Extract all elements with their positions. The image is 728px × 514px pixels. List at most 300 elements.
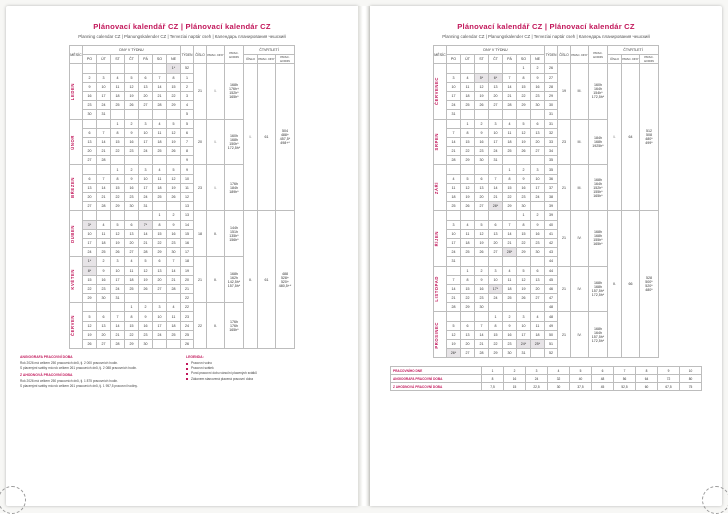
day-cell: 14 [475, 330, 489, 339]
day-cell: 9 [531, 220, 545, 229]
calendar-table-left [6, 45, 358, 349]
day-cell: 10 [489, 275, 503, 284]
day-cell: 21 [111, 330, 125, 339]
day-cell: 17 [447, 91, 461, 100]
day-cell: 31 [447, 110, 461, 119]
day-cell: 19 [125, 91, 139, 100]
week-number: 8 [181, 147, 194, 156]
day-cell: 16 [97, 275, 111, 284]
day-cell: 9 [503, 321, 517, 330]
day-cell [447, 165, 461, 174]
day-cell: 9 [475, 128, 489, 137]
day-cell [517, 110, 531, 119]
header-q-number: ČÍSLO [244, 55, 258, 64]
day-cell [167, 110, 181, 119]
day-cell: 27 [153, 284, 167, 293]
summary-value: 67,5 [658, 383, 680, 391]
week-number: 14 [181, 220, 194, 229]
day-cell: 21 [139, 238, 153, 247]
day-cell: 30 [531, 101, 545, 110]
weekday-header: PO [83, 55, 97, 64]
day-cell: 23 [167, 238, 181, 247]
day-cell: 28 [97, 156, 111, 165]
day-cell: 26 [475, 248, 489, 257]
day-cell: 27 [475, 202, 489, 211]
day-cell: 15 [111, 137, 125, 146]
legend-item: Pond.pracovní dobu vánoční placených svátků [186, 371, 344, 376]
day-cell: 10 [447, 229, 461, 238]
day-cell: 21 [167, 275, 181, 284]
month-workhours: 160h 164h 154h* 172,5h* [589, 64, 608, 119]
day-cell: 8* [83, 266, 97, 275]
quarter-number: I. [608, 64, 622, 211]
notes-line-1: Rok 2026 má celkem 250 pracovních dnů, tj. 2 000 pracovních hodin. [20, 361, 118, 366]
day-cell: 16 [125, 183, 139, 192]
day-cell: 28 [111, 340, 125, 349]
calendar-table-right [370, 45, 722, 358]
summary-value: 64 [636, 375, 658, 383]
week-number: 50 [545, 330, 558, 339]
day-cell: 2 [531, 211, 545, 220]
header-month: MĚSÍC [434, 46, 447, 64]
day-cell: 2 [139, 303, 153, 312]
day-cell: 15 [489, 330, 503, 339]
day-cell: 11 [503, 275, 517, 284]
day-cell: 25 [97, 248, 111, 257]
day-cell: 15 [461, 137, 475, 146]
day-cell: 9 [139, 312, 153, 321]
legend-item: Zákonem stanovená placená pracovní doba [186, 377, 344, 382]
day-cell: 20 [461, 340, 475, 349]
month-workhours: 160h 168h 150h* 172,5h* [225, 119, 244, 165]
day-cell: 26 [167, 193, 181, 202]
week-number: 52 [545, 349, 558, 358]
notes-line-4: S placenými svátky má rok celkem 261 pracovních dnů, tj. 1 957,5 pracovní hodiny. [20, 383, 138, 388]
day-cell: 23 [475, 147, 489, 156]
day-cell: 15 [125, 321, 139, 330]
day-cell: 30 [531, 248, 545, 257]
summary-value: 2 [504, 367, 526, 375]
week-number: 40 [545, 220, 558, 229]
day-cell [531, 257, 545, 266]
week-number: 27 [545, 73, 558, 82]
calendar-grid [433, 45, 659, 358]
week-number: 1 [181, 73, 194, 82]
summary-value: 7 [614, 367, 636, 375]
day-cell [167, 156, 181, 165]
day-cell: 16 [125, 137, 139, 146]
week-number: 12 [181, 193, 194, 202]
day-cell: 1 [153, 211, 167, 220]
day-cell: 22 [83, 284, 97, 293]
header-q-workhours: PRAC. HODIN [276, 55, 295, 64]
day-cell: 25 [447, 202, 461, 211]
day-cell: 1 [461, 266, 475, 275]
month-workhours: 168h 168h 155h* 165h* [589, 211, 608, 266]
day-cell: 2 [531, 64, 545, 73]
header-q-number: ČÍSLO [608, 55, 622, 64]
weekday-header: ÚT [97, 55, 111, 64]
day-cell [447, 211, 461, 220]
header-days: DNY V TÝDNU [83, 46, 181, 55]
day-cell: 13 [531, 275, 545, 284]
week-number: 15 [181, 229, 194, 238]
month-label: PROSINEC [434, 312, 447, 358]
day-cell [97, 64, 111, 73]
week-number: 31 [545, 119, 558, 128]
day-cell: 11 [111, 82, 125, 91]
day-cell: 31 [489, 156, 503, 165]
day-cell [475, 312, 489, 321]
day-cell: 12 [139, 266, 153, 275]
summary-value: 52,5 [614, 383, 636, 391]
day-cell [503, 303, 517, 312]
day-cell: 27 [489, 248, 503, 257]
day-cell: 19 [111, 238, 125, 247]
week-number: 51 [545, 340, 558, 349]
day-cell: 10 [97, 82, 111, 91]
day-cell: 18 [503, 137, 517, 146]
day-cell: 4 [111, 73, 125, 82]
week-number: 26 [545, 64, 558, 73]
day-cell: 16 [167, 229, 181, 238]
day-cell: 9 [531, 73, 545, 82]
month-workhours: 168h 164h 152h* 155h* 165h* [589, 165, 608, 211]
day-cell [475, 211, 489, 220]
day-cell: 26 [517, 294, 531, 303]
day-cell: 9 [125, 128, 139, 137]
weekday-header: SO [517, 55, 531, 64]
summary-value: 16 [504, 375, 526, 383]
day-cell: 18 [461, 238, 475, 247]
day-cell [517, 257, 531, 266]
day-cell: 12 [475, 82, 489, 91]
week-number: 22 [181, 294, 194, 303]
day-cell: 18 [447, 193, 461, 202]
month-label: ÚNOR [70, 119, 83, 165]
month-workdays: II. [207, 211, 225, 257]
day-cell: 31 [97, 110, 111, 119]
day-cell: 1* [83, 257, 97, 266]
summary-value: 6 [592, 367, 614, 375]
quarter-number: I. [244, 64, 258, 211]
week-number: 9 [181, 156, 194, 165]
day-cell: 25 [461, 101, 475, 110]
day-cell: 2 [475, 266, 489, 275]
month-label: BŘEZEN [70, 165, 83, 211]
day-cell: 30 [475, 303, 489, 312]
page-subtitle-left: Planning calendar CZ | Planungskalender CZ | Terveziai naptár cseh | Календарь планирования чешский [78, 34, 286, 39]
day-cell: 3 [489, 266, 503, 275]
day-cell: 4 [153, 165, 167, 174]
day-cell: 6 [139, 73, 153, 82]
day-cell: 26 [83, 340, 97, 349]
day-cell: 6 [83, 174, 97, 183]
day-cell: 9 [517, 174, 531, 183]
month-number: 18 [194, 211, 207, 257]
summary-value: 75 [680, 383, 702, 391]
day-cell: 13 [489, 229, 503, 238]
day-cell: 6 [461, 321, 475, 330]
book-gutter [358, 6, 370, 506]
month-workdays: IV. [571, 211, 589, 266]
day-cell [503, 156, 517, 165]
month-number: 23 [558, 119, 571, 165]
day-cell [461, 257, 475, 266]
day-cell: 5 [517, 119, 531, 128]
day-cell: 5 [461, 174, 475, 183]
day-cell [489, 211, 503, 220]
day-cell: 14 [97, 137, 111, 146]
page-corner-left [0, 486, 26, 514]
day-cell: 1 [517, 64, 531, 73]
week-number: 48 [545, 312, 558, 321]
day-cell: 20 [125, 238, 139, 247]
day-cell [139, 211, 153, 220]
day-cell: 22 [111, 193, 125, 202]
day-cell: 24 [139, 147, 153, 156]
day-cell: 8 [489, 321, 503, 330]
day-cell: 6 [83, 128, 97, 137]
day-cell: 17 [517, 330, 531, 339]
month-number: 21 [558, 165, 571, 211]
summary-value: 8 [482, 375, 504, 383]
day-cell: 31 [517, 349, 531, 358]
day-cell [503, 211, 517, 220]
day-cell [125, 294, 139, 303]
day-cell [531, 349, 545, 358]
day-cell: 4 [153, 119, 167, 128]
day-cell: 28 [447, 303, 461, 312]
day-cell: 1 [111, 119, 125, 128]
header-week: TÝDEN [181, 46, 194, 64]
day-cell: 14 [167, 266, 181, 275]
day-cell: 7 [489, 174, 503, 183]
header-number: ČÍSLO [194, 46, 207, 64]
summary-value: 45 [592, 383, 614, 391]
day-cell: 20 [83, 147, 97, 156]
day-cell: 22 [167, 91, 181, 100]
day-cell: 8 [461, 128, 475, 137]
day-cell [503, 257, 517, 266]
day-cell [461, 64, 475, 73]
day-cell: 6* [489, 73, 503, 82]
day-cell: 2 [517, 165, 531, 174]
day-cell: 13 [489, 82, 503, 91]
summary-row [391, 375, 702, 383]
day-cell: 29 [153, 248, 167, 257]
day-cell: 12 [83, 321, 97, 330]
day-cell: 29 [503, 202, 517, 211]
month-label: KVĚTEN [70, 257, 83, 303]
day-cell [461, 110, 475, 119]
weekday-header: NE [531, 55, 545, 64]
week-number: 41 [545, 229, 558, 238]
day-cell: 27 [83, 202, 97, 211]
day-cell: 10 [139, 128, 153, 137]
day-cell: 2 [97, 257, 111, 266]
day-cell: 27 [125, 248, 139, 257]
day-cell: 20 [489, 91, 503, 100]
day-cell: 23 [503, 340, 517, 349]
month-label: DUBEN [70, 211, 83, 257]
summary-value: 9 [658, 367, 680, 375]
day-cell: 5 [125, 73, 139, 82]
day-cell: 29 [167, 101, 181, 110]
day-cell: 3 [139, 165, 153, 174]
week-number: 32 [545, 128, 558, 137]
day-cell: 13 [125, 229, 139, 238]
day-cell [139, 294, 153, 303]
week-number: 10 [181, 174, 194, 183]
month-label: ČERVENEC [434, 64, 447, 119]
day-cell: 26* [447, 349, 461, 358]
day-cell: 17 [83, 238, 97, 247]
summary-row [391, 367, 702, 375]
day-cell: 11 [125, 266, 139, 275]
day-cell: 22 [489, 340, 503, 349]
day-cell [83, 165, 97, 174]
day-cell: 10 [139, 174, 153, 183]
header-workdays: PRAC. DNY [571, 46, 589, 64]
day-cell: 25 [153, 193, 167, 202]
day-cell [447, 266, 461, 275]
day-cell: 13 [139, 82, 153, 91]
day-cell: 12 [517, 128, 531, 137]
day-cell: 17 [447, 238, 461, 247]
day-cell: 5 [447, 321, 461, 330]
month-number: 21 [194, 257, 207, 303]
header-days: DNY V TÝDNU [447, 46, 545, 55]
month-label: SRPEN [434, 119, 447, 165]
header-workhours: PRAC. HODIN [589, 46, 608, 64]
day-cell: 30 [125, 202, 139, 211]
week-number: 39 [545, 202, 558, 211]
day-cell: 12 [475, 229, 489, 238]
day-cell: 24 [111, 284, 125, 293]
day-cell: 7 [447, 275, 461, 284]
day-cell: 11 [97, 229, 111, 238]
header-q-workdays: PRAC. DNY [622, 55, 640, 64]
summary-value: 7,5 [482, 383, 504, 391]
day-cell: 10 [489, 128, 503, 137]
day-cell: 4 [531, 312, 545, 321]
summary-value: 24 [526, 375, 548, 383]
weekday-header: ČT [125, 55, 139, 64]
week-number: 48 [545, 303, 558, 312]
day-cell: 22 [111, 147, 125, 156]
day-cell: 17 [489, 137, 503, 146]
day-cell: 20 [153, 275, 167, 284]
day-cell: 30 [167, 248, 181, 257]
day-cell: 4 [461, 220, 475, 229]
day-cell: 17 [531, 183, 545, 192]
day-cell: 12 [111, 229, 125, 238]
day-cell [531, 202, 545, 211]
day-cell: 25 [111, 101, 125, 110]
day-cell: 14 [97, 183, 111, 192]
week-number: 19 [181, 266, 194, 275]
day-cell: 23 [475, 294, 489, 303]
notes-line-2: S placenými svátky má rok celkem 261 pracovních dnů, tj. 2 088 pracovních hodin. [20, 365, 137, 370]
day-cell: 28 [503, 101, 517, 110]
day-cell: 8 [503, 174, 517, 183]
quarter-number: II. [608, 211, 622, 358]
day-cell: 31 [447, 257, 461, 266]
day-cell: 25 [503, 294, 517, 303]
day-cell: 9 [83, 82, 97, 91]
day-cell: 12 [167, 174, 181, 183]
day-cell [139, 110, 153, 119]
day-cell: 10 [83, 229, 97, 238]
legend [186, 355, 344, 388]
day-cell [531, 110, 545, 119]
day-cell: 19 [167, 137, 181, 146]
day-cell: 26 [461, 202, 475, 211]
day-cell: 29 [461, 156, 475, 165]
month-label: LISTOPAD [434, 266, 447, 312]
day-cell: 7 [111, 312, 125, 321]
day-cell: 3 [111, 257, 125, 266]
day-cell: 9 [97, 266, 111, 275]
week-number: 46 [545, 284, 558, 293]
day-cell: 8 [517, 73, 531, 82]
calendar-row [434, 64, 659, 73]
day-cell: 8 [167, 73, 181, 82]
day-cell: 19 [475, 91, 489, 100]
day-cell: 13 [97, 321, 111, 330]
quarter-workdays: 61 [258, 64, 276, 211]
month-number: 21 [194, 64, 207, 119]
day-cell: 27 [139, 101, 153, 110]
day-cell: 20 [531, 137, 545, 146]
day-cell: 22 [503, 193, 517, 202]
day-cell: 1* [167, 64, 181, 73]
day-cell: 18 [111, 91, 125, 100]
quarter-workdays: 66 [622, 211, 640, 358]
week-number: 16 [181, 238, 194, 247]
day-cell: 12 [461, 183, 475, 192]
day-cell [475, 110, 489, 119]
header-workdays: PRAC. DNY [207, 46, 225, 64]
day-cell: 23 [125, 147, 139, 156]
page-subtitle-right: Planning calendar CZ | Planungskalender CZ | Terveziai naptár cseh | Календарь планирования чешский [442, 34, 650, 39]
week-number: 30 [545, 101, 558, 110]
day-cell [489, 303, 503, 312]
summary-value: 3 [526, 367, 548, 375]
week-number: 42 [545, 238, 558, 247]
day-cell: 12 [167, 128, 181, 137]
day-cell: 22 [125, 330, 139, 339]
day-cell: 23 [125, 193, 139, 202]
day-cell: 19 [167, 183, 181, 192]
week-number: 44 [545, 257, 558, 266]
summary-label: Z AHODNOVÁ PRACOVNÍ DOBA [391, 383, 482, 391]
day-cell: 19 [517, 284, 531, 293]
day-cell: 26 [167, 147, 181, 156]
day-cell: 28 [153, 101, 167, 110]
page-corner-right [702, 486, 728, 514]
summary-value: 72 [658, 375, 680, 383]
day-cell [111, 110, 125, 119]
week-number: 3 [181, 91, 194, 100]
day-cell: 28 [167, 284, 181, 293]
header-quarter: ČTVRTLETÍ [608, 46, 659, 55]
day-cell [475, 257, 489, 266]
header-quarter: ČTVRTLETÍ [244, 46, 295, 55]
day-cell [447, 119, 461, 128]
day-cell: 18 [503, 284, 517, 293]
